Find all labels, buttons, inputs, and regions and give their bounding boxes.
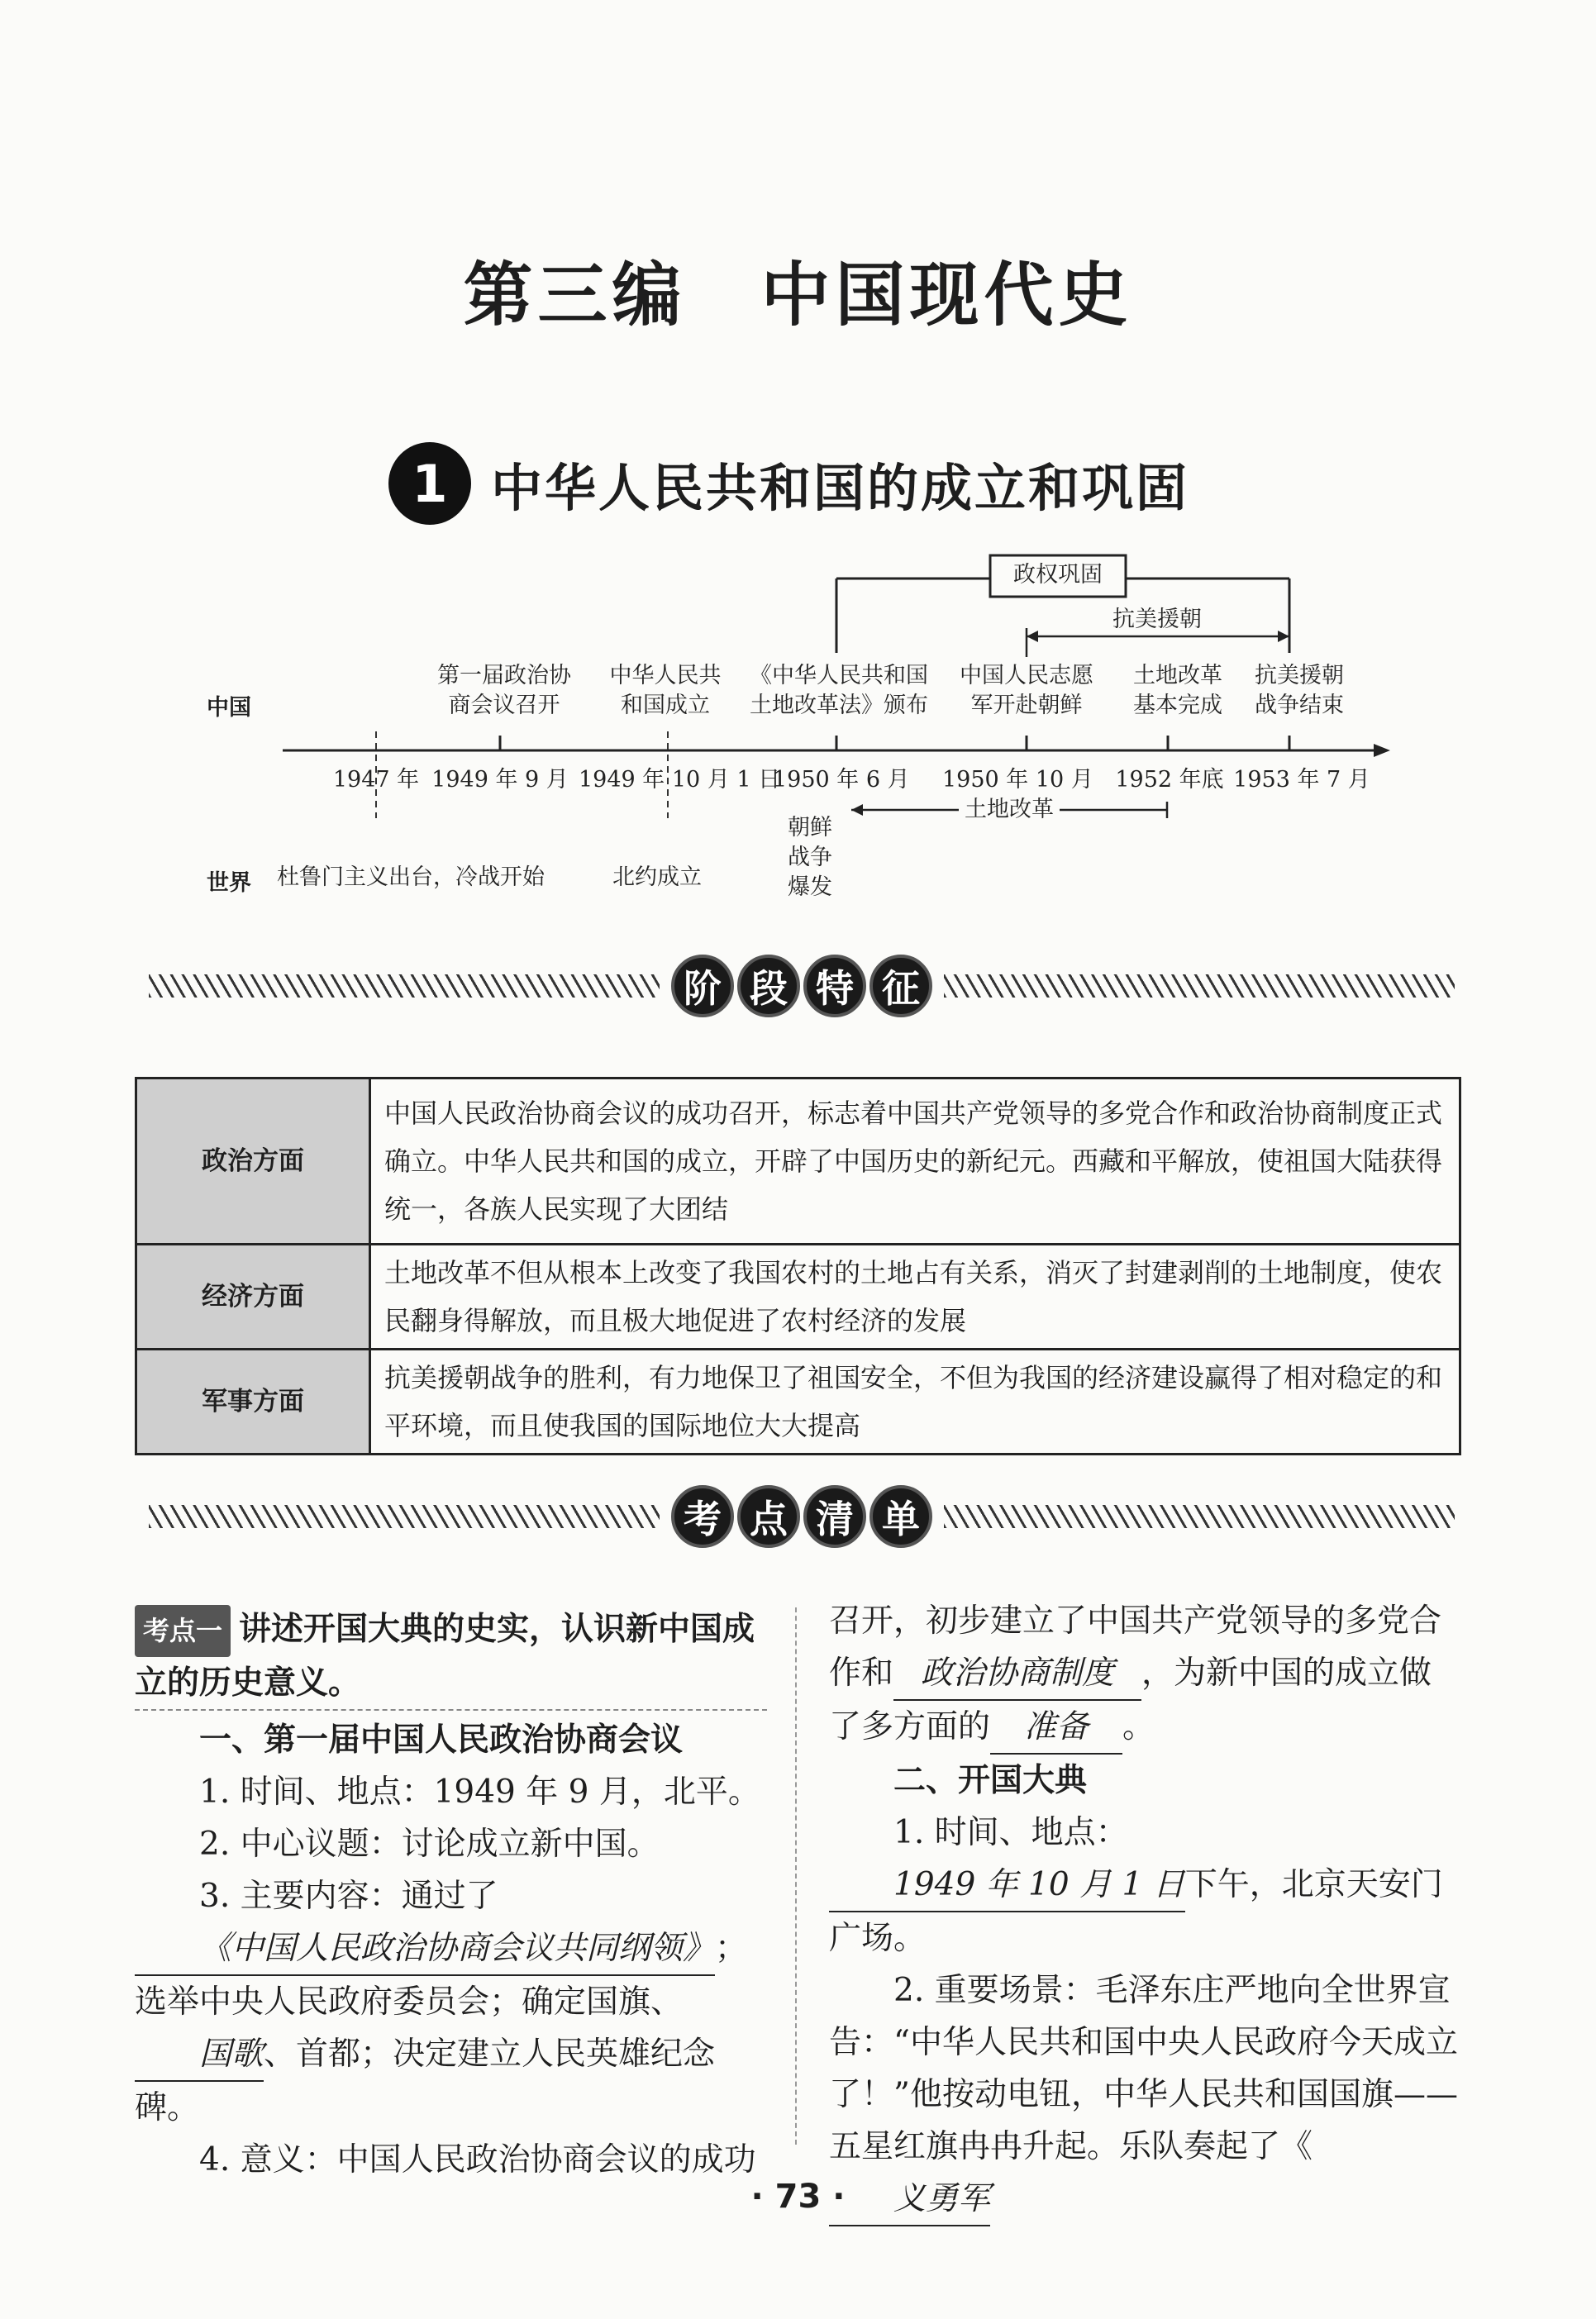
banner-char: 点	[737, 1485, 800, 1548]
left-column	[135, 1603, 767, 2186]
kaodian-heading	[135, 1603, 767, 1711]
r2-text-a: 2. 重要场景：毛泽东庄严地向全世界宣告：“中华人民共和国中央人民政府今天成立了！”他按动电钮，中华人民共和国国旗——五星红旗冉冉升起。乐队奏起了《	[829, 1972, 1458, 2165]
world-event-nato: 北约成立	[612, 864, 702, 890]
event-volunteers: 中国人民志愿 军开赴朝鲜	[960, 663, 1093, 718]
banner-char: 单	[869, 1485, 932, 1548]
cont-text-a: 召开，初步建立了中国共产党领导的多党合作和	[829, 1602, 1442, 1692]
blank-consultation-system: 政治协商制度	[893, 1647, 1141, 1701]
china-row-label: 中国	[207, 695, 251, 721]
item3-text-a: 3. 主要内容：通过了	[199, 1878, 498, 1915]
event-war-end: 抗美援朝 战争结束	[1255, 663, 1344, 718]
banner-hatch-right	[944, 974, 1455, 998]
item-time-place: 1. 时间、地点：1949 年 9 月，北平。	[199, 1774, 760, 1811]
cont-text-c: 。	[1122, 1708, 1155, 1745]
table-row	[136, 1245, 1460, 1350]
subheading-ceremony: 二、开国大典	[893, 1761, 1088, 1799]
event-cppcc: 第一届政治协 商会议召开	[437, 663, 571, 718]
date-1949-9: 1949 年 9 月	[431, 767, 569, 793]
continued-paragraph	[829, 1595, 1461, 1755]
banner-hatch-left	[149, 1505, 660, 1528]
item3-text-b: ；选举中央人民政府委员会；确定国旗、	[135, 1930, 748, 2021]
date-1949-10-1: 1949 年 10 月 1 日	[579, 767, 781, 793]
item-central-topic: 2. 中心议题：讨论成立新中国。	[199, 1826, 660, 1863]
table-row	[136, 1079, 1460, 1245]
stage-features-table	[135, 1077, 1461, 1455]
banner-char: 考	[671, 1485, 734, 1548]
banner-char: 特	[803, 955, 866, 1017]
lesson-number-badge: 1	[388, 442, 471, 525]
date-1952: 1952 年底	[1115, 767, 1224, 793]
item-significance: 4. 意义：中国人民政治协商会议的成功	[199, 2141, 756, 2179]
aspect-text: 抗美援朝战争的胜利，有力地保卫了祖国安全，不但为我国的经济建设赢得了相对稳定的和平环境，而且使我国的国际地位大大提高	[370, 1350, 1460, 1455]
banner-char: 征	[869, 955, 932, 1017]
subheading-cppcc: 一、第一届中国人民政治协商会议	[199, 1721, 684, 1759]
chapter-title: 第三编 中国现代史	[463, 254, 1133, 336]
lesson-title: 中华人民共和国的成立和巩固	[491, 457, 1190, 518]
kaodian-heading-text: 讲述开国大典的史实，认识新中国成立的历史意义。	[135, 1610, 755, 1702]
event-prc-founded: 中华人民共 和国成立	[609, 663, 722, 718]
land-reform-label: 土地改革	[965, 797, 1054, 822]
world-event-cold-war: 杜鲁门主义出台，冷战开始	[277, 864, 545, 890]
section-banner-stage	[149, 949, 1455, 1023]
bracket-top-label: 政权巩固	[1013, 562, 1103, 588]
aspect-label: 军事方面	[136, 1350, 370, 1455]
date-1950-6: 1950 年 6 月	[773, 767, 910, 793]
blank-anthem-name: 义勇军	[829, 2173, 990, 2226]
r1-text-b: 下午，北京天安门广场。	[829, 1866, 1443, 1957]
table-row	[136, 1350, 1460, 1455]
page-number: · 73 ·	[750, 2178, 846, 2216]
event-land-reform-done: 土地改革 基本完成	[1133, 663, 1222, 718]
aspect-label: 经济方面	[136, 1245, 370, 1350]
lesson-heading	[388, 438, 1189, 529]
timeline-axis-arrow	[1374, 744, 1390, 757]
r1-text-a: 1. 时间、地点：	[893, 1814, 1128, 1851]
land-reform-arrow-left	[851, 804, 863, 816]
aspect-text: 中国人民政治协商会议的成功召开，标志着中国共产党领导的多党合作和政治协商制度正式确立。中华人民共和国的成立，开辟了中国历史的新纪元。西藏和平解放，使祖国大陆获得统一，各族人民实现了大团结	[370, 1079, 1460, 1245]
banner-char: 阶	[671, 955, 734, 1017]
blank-common-program: 《中国人民政治协商会议共同纲领》	[135, 1922, 715, 1976]
date-1950-10: 1950 年 10 月	[942, 767, 1093, 793]
item3-text-c: 、首都；决定建立人民英雄纪念碑。	[135, 2036, 716, 2126]
event-land-reform-law: 《中华人民共和国 土地改革法》颁布	[750, 663, 928, 718]
cont-text-b: ，为新中国的成立做了多方面的	[829, 1655, 1432, 1745]
banner-char: 清	[803, 1485, 866, 1548]
item-main-content	[135, 1870, 767, 2134]
kangmei-arrow-right-head	[1278, 631, 1289, 642]
date-1947: 1947 年	[332, 767, 420, 793]
banner-hatch-right	[944, 1505, 1455, 1528]
banner-char: 段	[737, 955, 800, 1017]
right-column	[829, 1595, 1461, 2226]
aspect-text: 土地改革不但从根本上改变了我国农村的土地占有关系，消灭了封建剥削的土地制度，使农民翻身得解放，而且极大地促进了农村经济的发展	[370, 1245, 1460, 1350]
date-1953-7: 1953 年 7 月	[1233, 767, 1370, 793]
kangmei-arrow-left-head	[1027, 631, 1038, 642]
item-ceremony-time	[829, 1807, 1461, 1964]
kaodian-tag: 考点一	[135, 1605, 231, 1657]
aspect-label: 政治方面	[136, 1079, 370, 1245]
world-row-label: 世界	[207, 870, 251, 896]
blank-preparation: 准备	[990, 1701, 1122, 1755]
bracket-mid-label: 抗美援朝	[1074, 605, 1240, 635]
world-event-korean-war: 朝鲜 战争 爆发	[788, 815, 832, 900]
column-divider	[795, 1607, 797, 2145]
section-banner-points	[149, 1479, 1455, 1554]
blank-ceremony-date: 1949 年 10 月 1 日	[829, 1859, 1185, 1912]
blank-anthem: 国歌	[135, 2028, 264, 2082]
banner-hatch-left	[149, 974, 660, 998]
